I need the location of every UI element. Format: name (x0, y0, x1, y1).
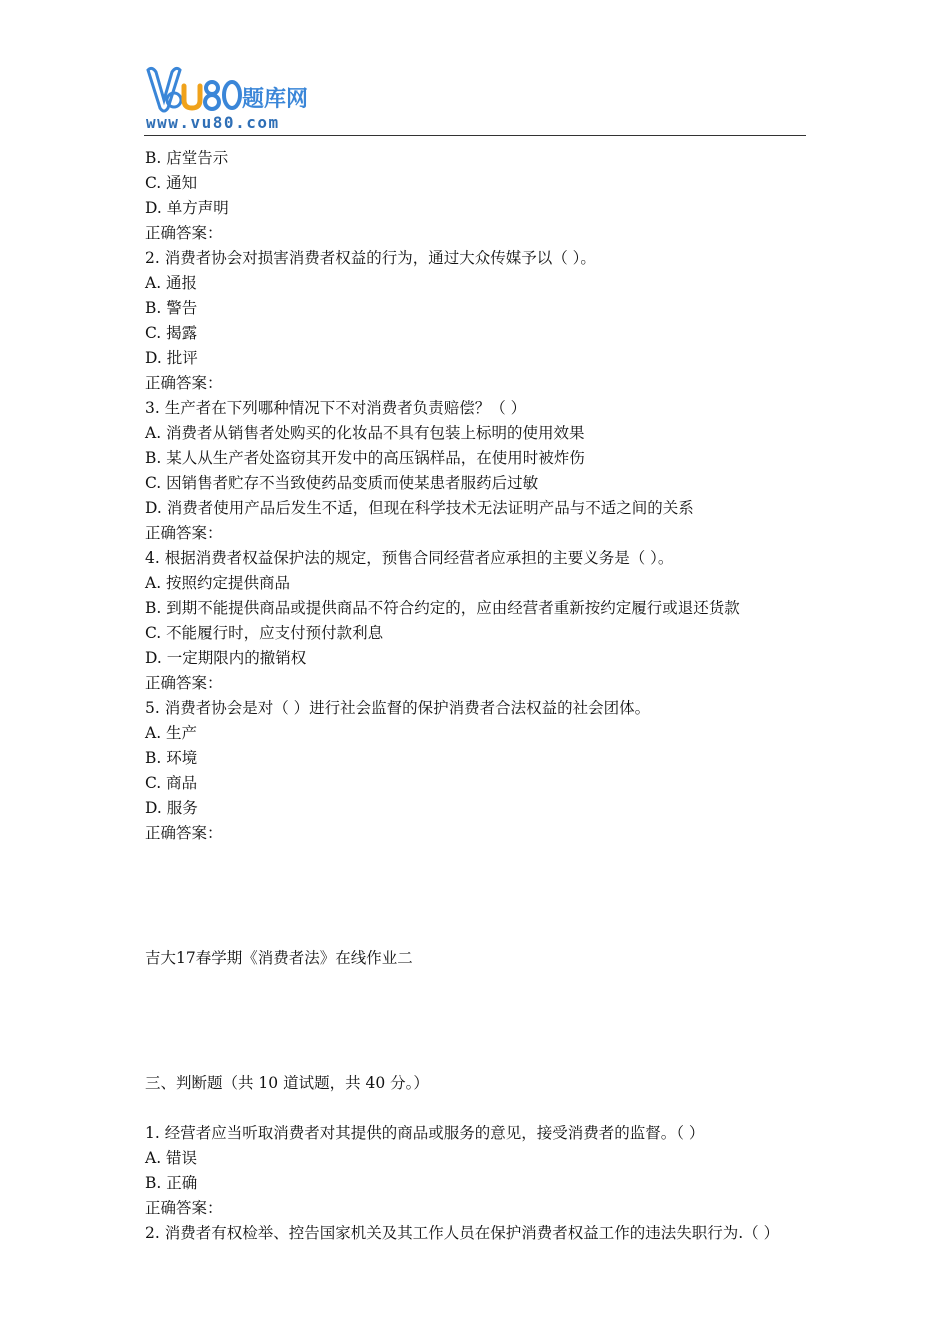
text-line: D. 服务 (145, 799, 198, 817)
text-line: D. 批评 (145, 349, 198, 367)
text-line: 5. 消费者协会是对（ ）进行社会监督的保护消费者合法权益的社会团体。 (145, 699, 651, 717)
text-line: D. 一定期限内的撤销权 (145, 649, 307, 667)
text-line: 1. 经营者应当听取消费者对其提供的商品或服务的意见，接受消费者的监督。（ ） (145, 1124, 705, 1142)
page-header (144, 60, 806, 136)
text-line: 2. 消费者协会对损害消费者权益的行为，通过大众传媒予以（ ）。 (145, 249, 596, 267)
assignment-title: 吉大17春学期《消费者法》在线作业二 (145, 949, 413, 967)
text-line: B. 某人从生产者处盗窃其开发中的高压锅样品，在使用时被炸伤 (145, 449, 585, 467)
text-line: 正确答案： (145, 674, 223, 692)
text-line: C. 通知 (145, 174, 198, 192)
text-line: 正确答案： (145, 1199, 223, 1217)
text-line: 正确答案： (145, 524, 223, 542)
text-line: B. 到期不能提供商品或提供商品不符合约定的，应由经营者重新按约定履行或退还货款 (145, 599, 740, 617)
text-line: A. 错误 (145, 1149, 198, 1167)
text-line: C. 不能履行时，应支付预付款利息 (145, 624, 384, 642)
text-line: C. 揭露 (145, 324, 198, 342)
logo-url: www.vu80.com (146, 113, 280, 132)
text-line: B. 店堂告示 (145, 149, 229, 167)
text-line: 2. 消费者有权检举、控告国家机关及其工作人员在保护消费者权益工作的违法失职行为.（ ） (145, 1224, 780, 1242)
section-heading: 三、判断题（共 10 道试题，共 40 分。） (145, 1074, 429, 1092)
text-line: B. 警告 (145, 299, 198, 317)
text-line: 正确答案： (145, 824, 223, 842)
vu80-logo (144, 64, 334, 132)
question-block-2 (145, 1121, 815, 1246)
text-line: B. 正确 (145, 1174, 198, 1192)
text-line: C. 因销售者贮存不当致使药品变质而使某患者服药后过敏 (145, 474, 539, 492)
text-line: A. 通报 (145, 274, 198, 292)
text-line: A. 按照约定提供商品 (145, 574, 291, 592)
text-line: 4. 根据消费者权益保护法的规定，预售合同经营者应承担的主要义务是（ ）。 (145, 549, 674, 567)
document-body (145, 146, 815, 1246)
text-line: B. 环境 (145, 749, 198, 767)
logo-brand-cn: 题库网 (242, 87, 309, 112)
text-line: 3. 生产者在下列哪种情况下不对消费者负责赔偿？（ ） (145, 399, 527, 417)
text-line: D. 消费者使用产品后发生不适，但现在科学技术无法证明产品与不适之间的关系 (145, 499, 694, 517)
text-line: 正确答案： (145, 374, 223, 392)
text-line: C. 商品 (145, 774, 198, 792)
text-line: D. 单方声明 (145, 199, 229, 217)
text-line: A. 生产 (145, 724, 198, 742)
text-line: A. 消费者从销售者处购买的化妆品不具有包装上标明的使用效果 (145, 424, 585, 442)
header-divider (144, 135, 806, 136)
question-block-1 (145, 146, 815, 846)
text-line: 正确答案： (145, 224, 223, 242)
